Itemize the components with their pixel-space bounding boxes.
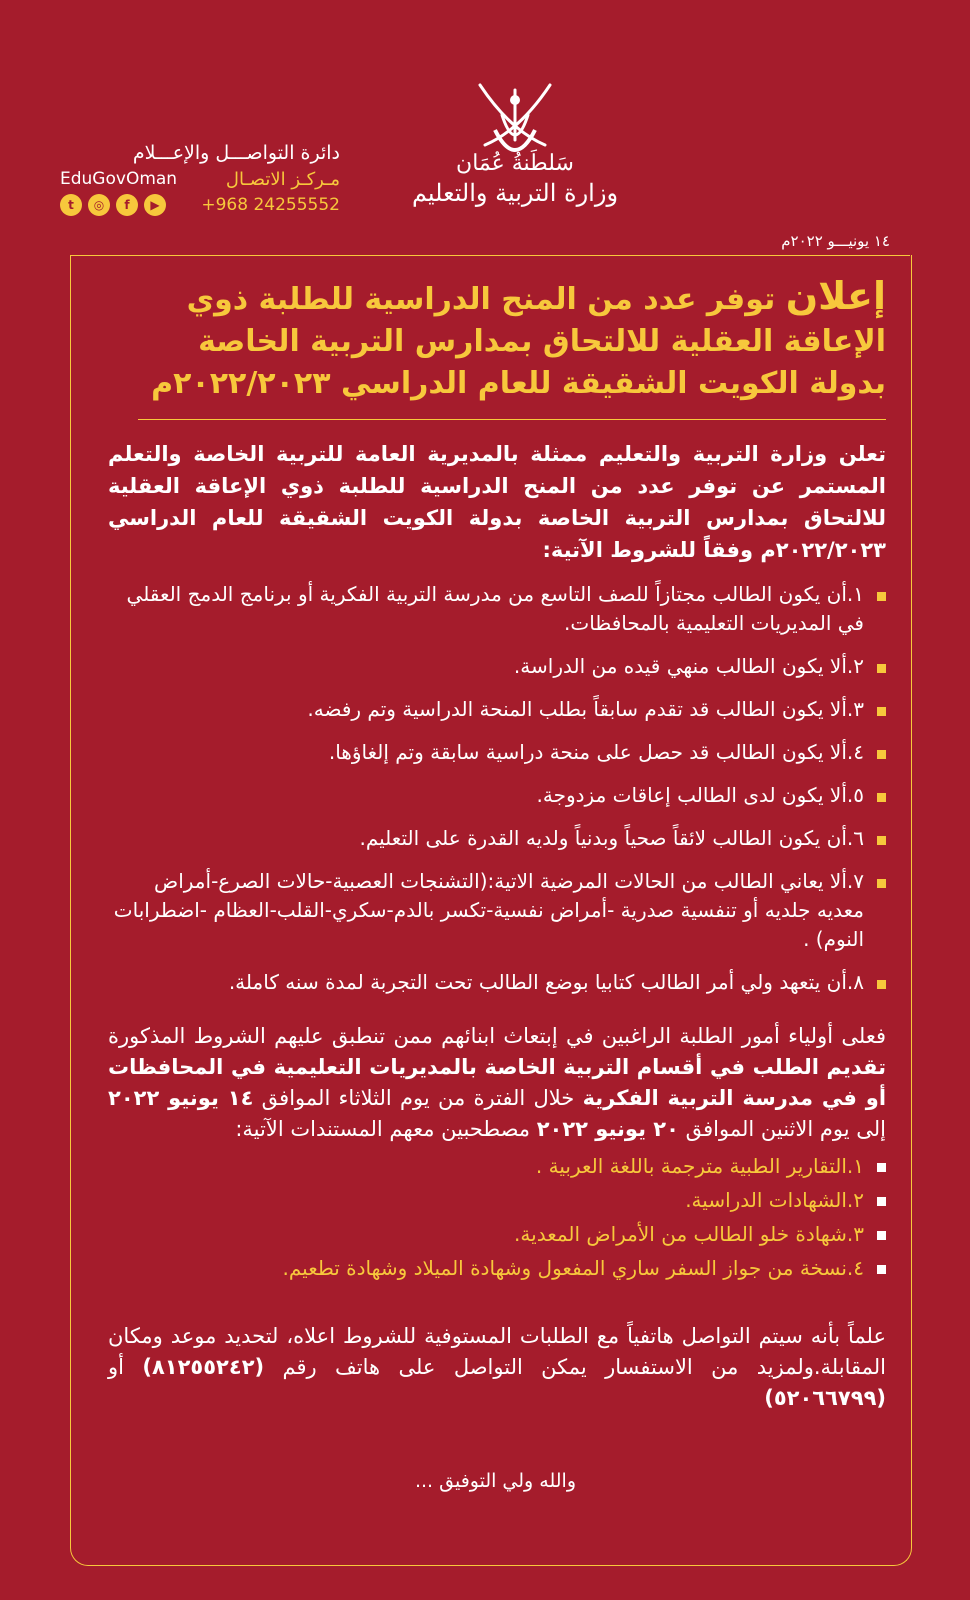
contact-center-label: مـركـز الاتصـال xyxy=(225,168,340,190)
para-part: خلال الفترة من يوم الثلاثاء الموافق xyxy=(253,1086,583,1110)
phone-number-2: (٥٢٠٦٦٧٩٩) xyxy=(764,1386,886,1410)
document-item: ١.التقارير الطبية مترجمة باللغة العربية . xyxy=(108,1153,886,1179)
documents-list xyxy=(108,1153,886,1281)
social-icons xyxy=(60,194,166,216)
contact-phone[interactable]: +968 24255552 xyxy=(201,195,340,215)
title-word: إعلان xyxy=(785,274,886,318)
end-date: ٢٠ يونيو ٢٠٢٢ xyxy=(536,1117,679,1141)
title-line-2: الإعاقة العقلية للالتحاق بمدارس التربية الخاصة xyxy=(198,324,886,359)
intro-paragraph: تعلن وزارة التربية والتعليم ممثلة بالمديرية العامة للتربية الخاصة والتعلم المستمر عن توفر عدد من المنح الدراسية للطلبة ذوي الإعاقة العقلية للالتحاق بمدارس التربية الخاصة بدولة الكويت الشقيقة للعام الدراسي ٢٠٢٢/٢٠٢٣م وفقاً للشروط الآتية: xyxy=(108,442,886,562)
title-separator xyxy=(138,419,886,420)
para-part: إلى يوم الاثنين الموافق xyxy=(678,1117,886,1141)
note-or: أو xyxy=(108,1355,143,1379)
twitter-icon[interactable]: t xyxy=(60,194,82,216)
title-line-3: بدولة الكويت الشقيقة للعام الدراسي ٢٠٢٢/٢٠٢٣م xyxy=(151,366,886,401)
condition-item: ٣.ألا يكون الطالب قد تقدم سابقاً بطلب المنحة الدراسية وتم رفضه. xyxy=(108,695,886,724)
title-line-1 xyxy=(108,275,886,321)
condition-item: ٨.أن يتعهد ولي أمر الطالب كتابيا بوضع الطالب تحت التجربة لمدة سنه كاملة. xyxy=(108,968,886,997)
facebook-icon[interactable]: f xyxy=(116,194,138,216)
conditions-list xyxy=(108,580,886,997)
application-paragraph xyxy=(108,1021,886,1145)
edu-handle[interactable]: EduGovOman xyxy=(60,169,178,189)
announcement-content xyxy=(108,265,886,1492)
document-item: ٤.نسخة من جواز السفر ساري المفعول وشهادة الميلاد وشهادة تطعيم. xyxy=(108,1255,886,1281)
instagram-icon[interactable]: ◎ xyxy=(88,194,110,216)
phone-number-1: (٨١٢٥٥٢٤٢) xyxy=(142,1355,265,1379)
para-part: مصطحبين معهم المستندات الآتية: xyxy=(235,1117,537,1141)
document-item: ٢.الشهادات الدراسية. xyxy=(108,1187,886,1213)
ministry-name: وزارة التربية والتعليم xyxy=(411,179,619,207)
sultanate-name: سَلطَنةُ عُمَان xyxy=(456,151,574,176)
application-location: تقديم الطلب في أقسام التربية الخاصة بالمديريات التعليمية في المحافظات أو في مدرسة التربية الفكرية xyxy=(108,1055,887,1110)
document-item: ٣.شهادة خلو الطالب من الأمراض المعدية. xyxy=(108,1221,886,1247)
condition-item: ٦.أن يكون الطالب لائقاً صحياً وبدنياً ولديه القدرة على التعليم. xyxy=(108,824,886,853)
contact-block xyxy=(60,140,340,218)
department-name: دائرة التواصـــل والإعـــلام xyxy=(132,142,340,164)
condition-item: ١.أن يكون الطالب مجتازاً للصف التاسع من مدرسة التربية الفكرية أو برنامج الدمج العقلي في المديريات التعليمية بالمحافظات. xyxy=(108,580,886,638)
condition-item: ٥.ألا يكون لدى الطالب إعاقات مزدوجة. xyxy=(108,781,886,810)
condition-item: ٢.ألا يكون الطالب منهي قيده من الدراسة. xyxy=(108,652,886,681)
announcement-date: ١٤ يونيـــو ٢٠٢٢م xyxy=(781,232,890,250)
condition-item: ٤.ألا يكون الطالب قد حصل على منحة دراسية سابقة وتم إلغاؤها. xyxy=(108,738,886,767)
note-text: علماً بأنه سيتم التواصل هاتفياً مع الطلبات المستوفية للشروط اعلاه، لتحديد موعد ومكان المقابلة.ولمزيد من الاستفسار يمكن التواصل على هاتف رقم xyxy=(108,1324,886,1379)
announcement-title xyxy=(108,275,886,405)
ministry-logo-text xyxy=(405,150,625,208)
condition-item: ٧.ألا يعاني الطالب من الحالات المرضية الاتية:(التشنجات العصبية-حالات الصرع-أمراض معديه جلديه أو تنفسية صدرية -أمراض نفسية-تكسر بالدم-سكري-القلب-العظام -اضطرابات النوم) . xyxy=(108,867,886,954)
title-line-1-rest: توفر عدد من المنح الدراسية للطلبة ذوي xyxy=(186,282,786,317)
contact-note xyxy=(108,1321,886,1414)
start-date: ١٤ يونيو ٢٠٢٢ xyxy=(108,1086,254,1110)
para-part: فعلى أولياء أمور الطلبة الراغبين في إبتعاث ابنائهم ممن تنطبق عليهم الشروط المذكورة xyxy=(108,1024,886,1048)
closing-line: والله ولي التوفيق ... xyxy=(414,1470,576,1492)
youtube-icon[interactable]: ▶ xyxy=(144,194,166,216)
header xyxy=(0,0,970,250)
